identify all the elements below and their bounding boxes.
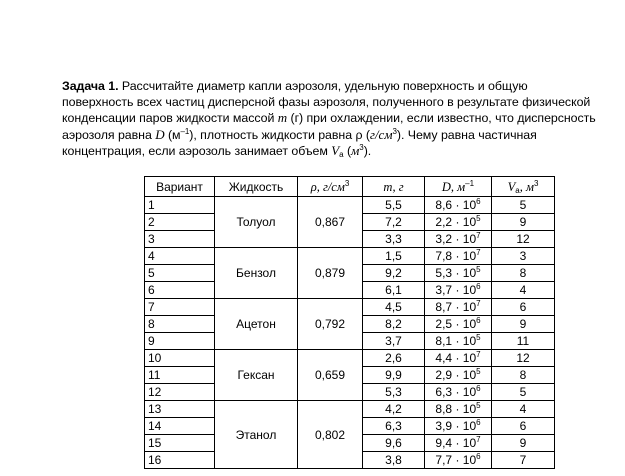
dispersity-value [425, 231, 492, 248]
dispersity-mantissa: 6,3 · 10 [435, 385, 477, 399]
dispersity-value [425, 435, 492, 452]
dispersity-mantissa: 8,7 · 10 [435, 300, 477, 314]
header-mass [363, 177, 425, 197]
table-row [145, 401, 555, 418]
density-value: 0,802 [298, 401, 363, 469]
variant-number: 8 [145, 316, 215, 333]
variant-number: 9 [145, 333, 215, 350]
mass-value: 6,3 [363, 418, 425, 435]
header-volume-unit: , м [519, 179, 534, 194]
mass-value: 9,6 [363, 435, 425, 452]
header-variant: Вариант [145, 177, 215, 197]
subscript: а [339, 150, 344, 160]
liquid-name: Этанол [215, 401, 298, 469]
header-density-label: ρ, г/см [310, 179, 345, 194]
volume-symbol: V [331, 143, 340, 159]
variant-number: 7 [145, 299, 215, 316]
variant-number: 13 [145, 401, 215, 418]
dispersity-value [425, 333, 492, 350]
exponent: 3 [344, 178, 350, 188]
dispersity-value [425, 384, 492, 401]
dispersity-mantissa: 3,9 · 10 [435, 419, 477, 433]
dispersity-mantissa: 4,4 · 10 [435, 351, 477, 365]
dispersity-mantissa: 9,4 · 10 [435, 436, 477, 450]
dispersity-mantissa: 5,3 · 10 [435, 266, 477, 280]
table-row [145, 299, 555, 316]
volume-value: 6 [492, 418, 555, 435]
volume-unit: м [351, 143, 360, 159]
volume-value: 8 [492, 367, 555, 384]
exponent: 5 [476, 333, 481, 342]
exponent: 3 [533, 178, 539, 188]
variant-number: 16 [145, 452, 215, 469]
variant-number: 15 [145, 435, 215, 452]
variant-number: 2 [145, 214, 215, 231]
density-value: 0,867 [298, 197, 363, 248]
liquid-name: Бензол [215, 248, 298, 299]
exponent: 7 [476, 435, 481, 444]
table-row [145, 248, 555, 265]
exponent: 5 [476, 401, 481, 410]
task-text-part: ). [363, 144, 372, 159]
volume-value: 11 [492, 333, 555, 350]
task-text-part: (м [164, 127, 181, 142]
mass-value: 2,6 [363, 350, 425, 367]
dispersity-value [425, 418, 492, 435]
mass-value: 3,3 [363, 231, 425, 248]
exponent: 6 [476, 316, 481, 325]
subscript: а [515, 185, 520, 195]
dispersity-mantissa: 8,6 · 10 [435, 198, 477, 212]
header-volume [492, 177, 555, 197]
variants-table [144, 176, 555, 469]
header-volume-symbol: V [507, 179, 516, 194]
exponent: 3 [359, 143, 364, 153]
dispersity-mantissa: 8,8 · 10 [435, 402, 477, 416]
dispersity-symbol: D [155, 126, 165, 142]
density-value: 0,792 [298, 299, 363, 350]
variant-number: 14 [145, 418, 215, 435]
variant-number: 3 [145, 231, 215, 248]
mass-value: 5,5 [363, 197, 425, 214]
exponent: 5 [476, 367, 481, 376]
task-text-part: ), плотность жидкости равна ρ ( [189, 127, 370, 142]
header-dispersity [425, 177, 492, 197]
variant-number: 6 [145, 282, 215, 299]
task-text-part: (г) при охлаждении, если известно, что дисперсность аэрозоля равна [62, 111, 596, 142]
mass-value: 1,5 [363, 248, 425, 265]
table-header-row [145, 177, 555, 197]
dispersity-value [425, 282, 492, 299]
exponent: 3 [392, 126, 397, 136]
task-text [62, 79, 602, 160]
dispersity-mantissa: 3,2 · 10 [435, 232, 477, 246]
density-value: 0,659 [298, 350, 363, 401]
mass-value: 3,8 [363, 452, 425, 469]
volume-value: 4 [492, 401, 555, 418]
dispersity-value [425, 299, 492, 316]
dispersity-value [425, 248, 492, 265]
variant-number: 11 [145, 367, 215, 384]
table-row [145, 350, 555, 367]
dispersity-mantissa: 8,1 · 10 [435, 334, 477, 348]
mass-value: 4,5 [363, 299, 425, 316]
dispersity-mantissa: 7,8 · 10 [435, 249, 477, 263]
exponent: 6 [476, 418, 481, 427]
exponent: 7 [476, 350, 481, 359]
dispersity-mantissa: 2,2 · 10 [435, 215, 477, 229]
exponent: 6 [476, 282, 481, 291]
task-text-part: ). Чему равна частичная концентрация, если аэрозоль занимает объем [62, 127, 537, 159]
dispersity-value [425, 214, 492, 231]
exponent: 7 [476, 248, 481, 257]
dispersity-value [425, 452, 492, 469]
header-dispersity-label: D, м [441, 179, 466, 194]
dispersity-value [425, 401, 492, 418]
variant-number: 1 [145, 197, 215, 214]
density-value: 0,879 [298, 248, 363, 299]
variant-number: 10 [145, 350, 215, 367]
task-text-part: Рассчитайте диаметр капли аэрозоля, удельную поверхность и общую поверхность всех частиц дисперсной фазы аэрозоля, полученного в результате физической конденсации паров жидкости массой [62, 79, 591, 126]
liquid-name: Гексан [215, 350, 298, 401]
dispersity-mantissa: 2,5 · 10 [435, 317, 477, 331]
table-body [145, 197, 555, 469]
exponent: 5 [476, 265, 481, 274]
volume-value: 8 [492, 265, 555, 282]
variant-number: 12 [145, 384, 215, 401]
volume-value: 9 [492, 435, 555, 452]
table-row [145, 197, 555, 214]
header-mass-label: m, г [383, 179, 404, 194]
density-unit: г/см [369, 126, 393, 142]
volume-value: 3 [492, 248, 555, 265]
volume-value: 12 [492, 231, 555, 248]
variant-number: 4 [145, 248, 215, 265]
dispersity-mantissa: 7,7 · 10 [435, 453, 477, 467]
dispersity-mantissa: 2,9 · 10 [435, 368, 477, 382]
header-liquid: Жидкость [215, 177, 298, 197]
volume-value: 12 [492, 350, 555, 367]
volume-value: 5 [492, 197, 555, 214]
volume-value: 9 [492, 214, 555, 231]
mass-value: 3,7 [363, 333, 425, 350]
mass-value: 9,9 [363, 367, 425, 384]
exponent: 6 [476, 197, 481, 206]
header-density [298, 177, 363, 197]
mass-value: 5,3 [363, 384, 425, 401]
exponent: 6 [476, 452, 481, 461]
liquid-name: Ацетон [215, 299, 298, 350]
volume-value: 6 [492, 299, 555, 316]
dispersity-value [425, 197, 492, 214]
mass-value: 8,2 [363, 316, 425, 333]
mass-value: 6,1 [363, 282, 425, 299]
dispersity-value [425, 265, 492, 282]
dispersity-value [425, 316, 492, 333]
volume-value: 7 [492, 452, 555, 469]
exponent: –1 [180, 126, 190, 136]
dispersity-value [425, 367, 492, 384]
variant-number: 5 [145, 265, 215, 282]
mass-value: 9,2 [363, 265, 425, 282]
volume-value: 9 [492, 316, 555, 333]
task-title: Задача 1. [62, 79, 119, 93]
exponent: 5 [476, 214, 481, 223]
volume-value: 5 [492, 384, 555, 401]
volume-value: 4 [492, 282, 555, 299]
exponent: –1 [465, 178, 475, 188]
mass-value: 4,2 [363, 401, 425, 418]
dispersity-value [425, 350, 492, 367]
mass-symbol: m [277, 110, 288, 126]
task-text-part: ( [343, 144, 352, 159]
exponent: 7 [476, 299, 481, 308]
liquid-name: Толуол [215, 197, 298, 248]
dispersity-mantissa: 3,7 · 10 [435, 283, 477, 297]
mass-value: 7,2 [363, 214, 425, 231]
exponent: 6 [476, 384, 481, 393]
exponent: 7 [476, 231, 481, 240]
